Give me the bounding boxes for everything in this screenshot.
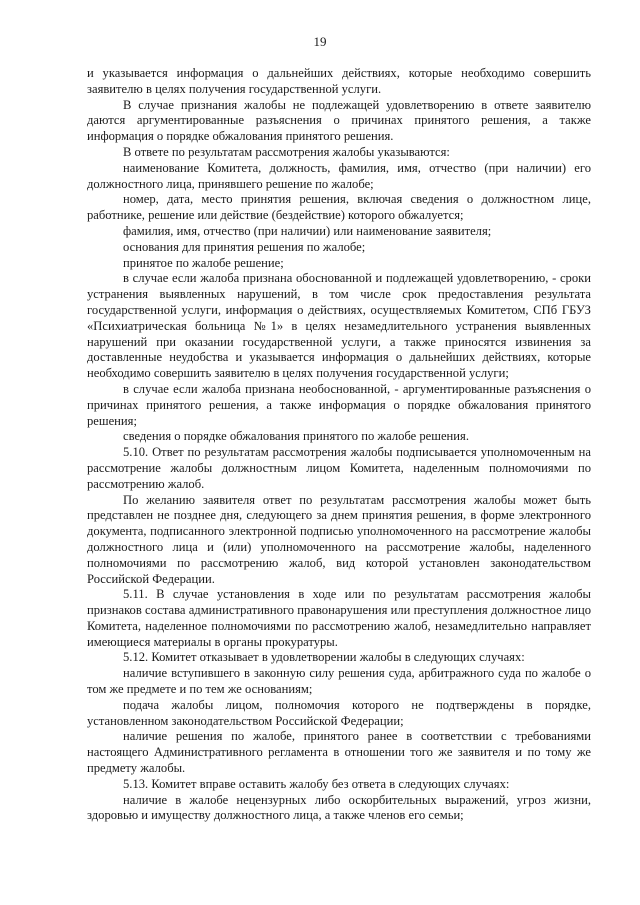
paragraph: наличие вступившего в законную силу решения суда, арбитражного суда по жалобе о том же предмете и по тем же основаниям; [87, 666, 591, 697]
paragraph: наименование Комитета, должность, фамилия, имя, отчество (при наличии) его должностного лица, принявшего решение по жалобе; [87, 160, 591, 191]
paragraph: наличие решения по жалобе, принятого ранее в соответствии с требованиями настоящего Административного регламента в отношении того же заявителя и по тому же предмету жалобы. [87, 729, 591, 776]
paragraph: в случае если жалоба признана необоснованной, - аргументированные разъяснения о причинах принятого решения, а также информация о порядке обжалования принятого решения; [87, 381, 591, 428]
document-body [87, 66, 591, 824]
paragraph: сведения о порядке обжалования принятого по жалобе решения. [123, 429, 469, 444]
paragraph: 5.13. Комитет вправе оставить жалобу без ответа в следующих случаях: [123, 776, 510, 791]
paragraph: номер, дата, место принятия решения, включая сведения о должностном лице, работнике, решение или действие (бездействие) которого обжалуется; [87, 192, 591, 223]
paragraph: 5.11. В случае установления в ходе или по результатам рассмотрения жалобы признаков состава административного правонарушения или преступления должностное лицо Комитета, наделенное полномочиями по рассмотрению жалоб, незамедлительно направляет имеющиеся материалы в органы прокуратуры. [87, 587, 591, 649]
paragraph: 5.12. Комитет отказывает в удовлетворении жалобы в следующих случаях: [123, 650, 525, 665]
paragraph: принятое по жалобе решение; [123, 255, 284, 270]
paragraph: подача жалобы лицом, полномочия которого не подтверждены в порядке, установленном законодательством Российской Федерации; [87, 697, 591, 728]
page-number: 19 [313, 34, 327, 49]
paragraph: наличие в жалобе нецензурных либо оскорбительных выражений, угроз жизни, здоровью и имуществу должностного лица, а также членов его семьи; [87, 792, 591, 823]
paragraph: и указывается информация о дальнейших действиях, которые необходимо совершить заявителю в целях получения государственной услуги. [87, 66, 591, 96]
paragraph: В ответе по результатам рассмотрения жалобы указываются: [123, 144, 450, 159]
paragraph: основания для принятия решения по жалобе; [123, 239, 366, 254]
paragraph: По желанию заявителя ответ по результатам рассмотрения жалобы может быть представлен не позднее дня, следующего за днем принятия решения, в форме электронного документа, подписанного электронной подписью уполномоченного на рассмотрение жалобы должностного лица и (или) уполномоченного на рассмотрение жалобы, наделенного полномочиями по рассмотрению жалоб, вид которой установлен законодательством Российской Федерации. [87, 492, 591, 586]
paragraph: 5.10. Ответ по результатам рассмотрения жалобы подписывается уполномоченным на рассмотрение жалобы должностным лицом Комитета, наделенным полномочиями по рассмотрению жалоб. [87, 445, 591, 491]
paragraph: фамилия, имя, отчество (при наличии) или наименование заявителя; [123, 223, 492, 238]
paragraph: в случае если жалоба признана обоснованной и подлежащей удовлетворению, - сроки устранения выявленных нарушений, в том числе срок предоставления результата государственной услуги, информация о действиях, осуществляемых Комитетом, СПб ГБУЗ «Психиатрическая больница №1» в целях незамедлительного устранения выявленных нарушений при оказании государственной услуги, а также приносятся извинения за доставленные неудобства и указывается информация о дальнейших действиях, которые необходимо совершить заявителю в целях получения государственной услуги; [87, 271, 591, 381]
paragraph: В случае признания жалобы не подлежащей удовлетворению в ответе заявителю даются аргументированные разъяснения о причинах принятого решения, а также информация о порядке обжалования принятого решения. [87, 97, 591, 144]
